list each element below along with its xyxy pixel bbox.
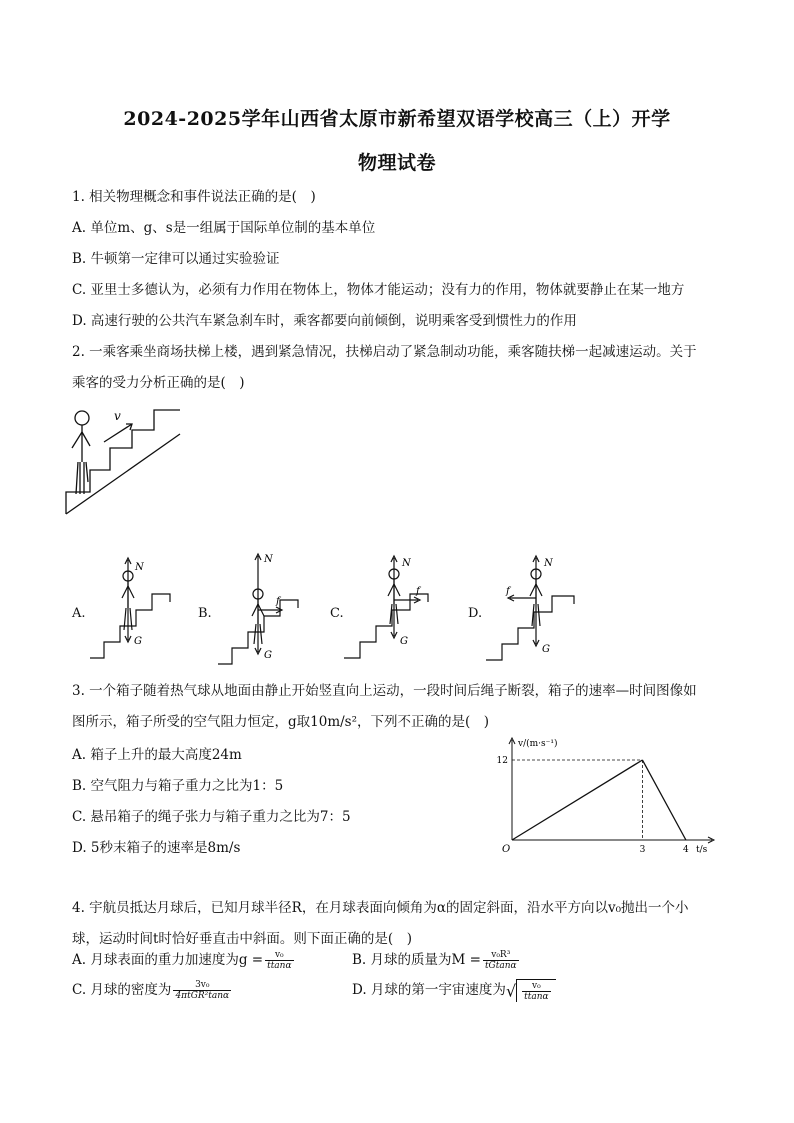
q3-stem-line1: 3. 一个箱子随着热气球从地面由静止开始竖直向上运动，一段时间后绳子断裂，箱子的速率—时间图像如 (72, 683, 697, 699)
q4-option-d-text: D. 月球的第一宇宙速度为 (352, 982, 506, 998)
fraction-numerator: v₀ (265, 950, 293, 961)
y-tick-label: 12 (496, 756, 508, 766)
force-n-label: N (402, 558, 411, 569)
q2-option-b-figure (214, 552, 314, 666)
y-axis-label: v/(m·s⁻¹) (518, 739, 558, 749)
series-segment (642, 760, 685, 840)
q1-option-d: D. 高速行驶的公共汽车紧急刹车时，乘客都要向前倾倒，说明乘客受到惯性力的作用 (72, 313, 577, 329)
q4-option-a-text: A. 月球表面的重力加速度为g = (72, 952, 264, 968)
q3-stem-line2: 图所示，箱子所受的空气阻力恒定，g取10m/s²，下列不正确的是( ) (72, 714, 490, 730)
escalator-figure (60, 404, 190, 520)
fraction-denominator: tGtanα (484, 960, 517, 971)
force-f-label: f (276, 596, 280, 607)
series-segment (512, 760, 642, 840)
force-n-label: N (264, 554, 273, 565)
q2-option-b-label: B. (198, 606, 212, 621)
q4-option-d (352, 970, 556, 1010)
q2-option-a-label: A. (72, 606, 86, 621)
q1-option-b: B. 牛顿第一定律可以通过实验验证 (72, 251, 280, 267)
q4-option-a-fraction (265, 950, 293, 971)
q2-option-d-label: D. (468, 606, 483, 621)
q1-option-c: C. 亚里士多德认为，必须有力作用在物体上，物体才能运动；没有力的作用，物体就要静止在某一地方 (72, 282, 685, 298)
force-f-label: f (416, 586, 420, 597)
q2-option-d-figure (484, 552, 604, 666)
q2-stem-line1: 2. 一乘客乘坐商场扶梯上楼，遇到紧急情况，扶梯启动了紧急制动功能，乘客随扶梯一起减速运动。关于 (72, 344, 697, 360)
fraction-numerator: 3v₀ (173, 980, 231, 991)
force-n-label: N (135, 562, 144, 573)
force-g-label: G (400, 636, 408, 647)
q2-option-c-figure (342, 552, 462, 662)
fraction-numerator: v₀ (522, 981, 550, 992)
force-g-label: G (134, 636, 142, 647)
x-tick-label: 4 (683, 845, 689, 855)
q4-option-b-text: B. 月球的质量为M = (352, 952, 481, 968)
exam-subject: 物理试卷 (357, 152, 436, 174)
q4-option-b-fraction (483, 950, 519, 971)
force-g-label: G (264, 650, 272, 661)
force-g-label: G (542, 644, 550, 655)
q4-option-c-fraction (173, 980, 231, 1001)
exam-title: 2024-2025学年山西省太原市新希望双语学校高三（上）开学 (123, 108, 671, 130)
q3-option-c: C. 悬吊箱子的绳子张力与箱子重力之比为7：5 (72, 809, 351, 825)
q4-option-c-text: C. 月球的密度为 (72, 982, 172, 998)
q2-option-c-label: C. (330, 606, 344, 621)
q1-stem: 1. 相关物理概念和事件说法正确的是( ) (72, 189, 316, 205)
x-tick-label: 3 (639, 845, 646, 855)
fraction-denominator: 4πtGR²tanα (175, 990, 230, 1001)
q3-option-d: D. 5秒末箱子的速率是8m/s (72, 840, 241, 856)
fraction-denominator: ttanα (267, 960, 292, 971)
velocity-time-chart (490, 732, 720, 856)
q2-stem-line2: 乘客的受力分析正确的是( ) (72, 375, 245, 391)
q3-option-b: B. 空气阻力与箱子重力之比为1：5 (72, 778, 284, 794)
q3-option-a: A. 箱子上升的最大高度24m (72, 747, 242, 763)
fraction-denominator: ttanα (524, 991, 549, 1002)
velocity-label: v (114, 409, 121, 423)
origin-label: O (502, 844, 511, 855)
sqrt-icon: √ (505, 981, 517, 1000)
force-n-label: N (544, 558, 553, 569)
q4-stem-line2: 球，运动时间t时恰好垂直击中斜面。则下面正确的是( ) (72, 931, 412, 947)
x-axis-label: t/s (696, 845, 708, 855)
fraction-numerator: v₀R³ (483, 950, 519, 961)
q2-option-a-figure (88, 552, 188, 662)
q4-option-c (72, 970, 233, 1010)
q4-stem-line1: 4. 宇航员抵达月球后，已知月球半径R，在月球表面向倾角为α的固定斜面，沿水平方向以v₀抛出一个小 (72, 900, 689, 916)
force-f-label: f (506, 586, 510, 597)
sqrt-expression (506, 979, 556, 1002)
q1-option-a: A. 单位m、g、s是一组属于国际单位制的基本单位 (72, 220, 376, 236)
